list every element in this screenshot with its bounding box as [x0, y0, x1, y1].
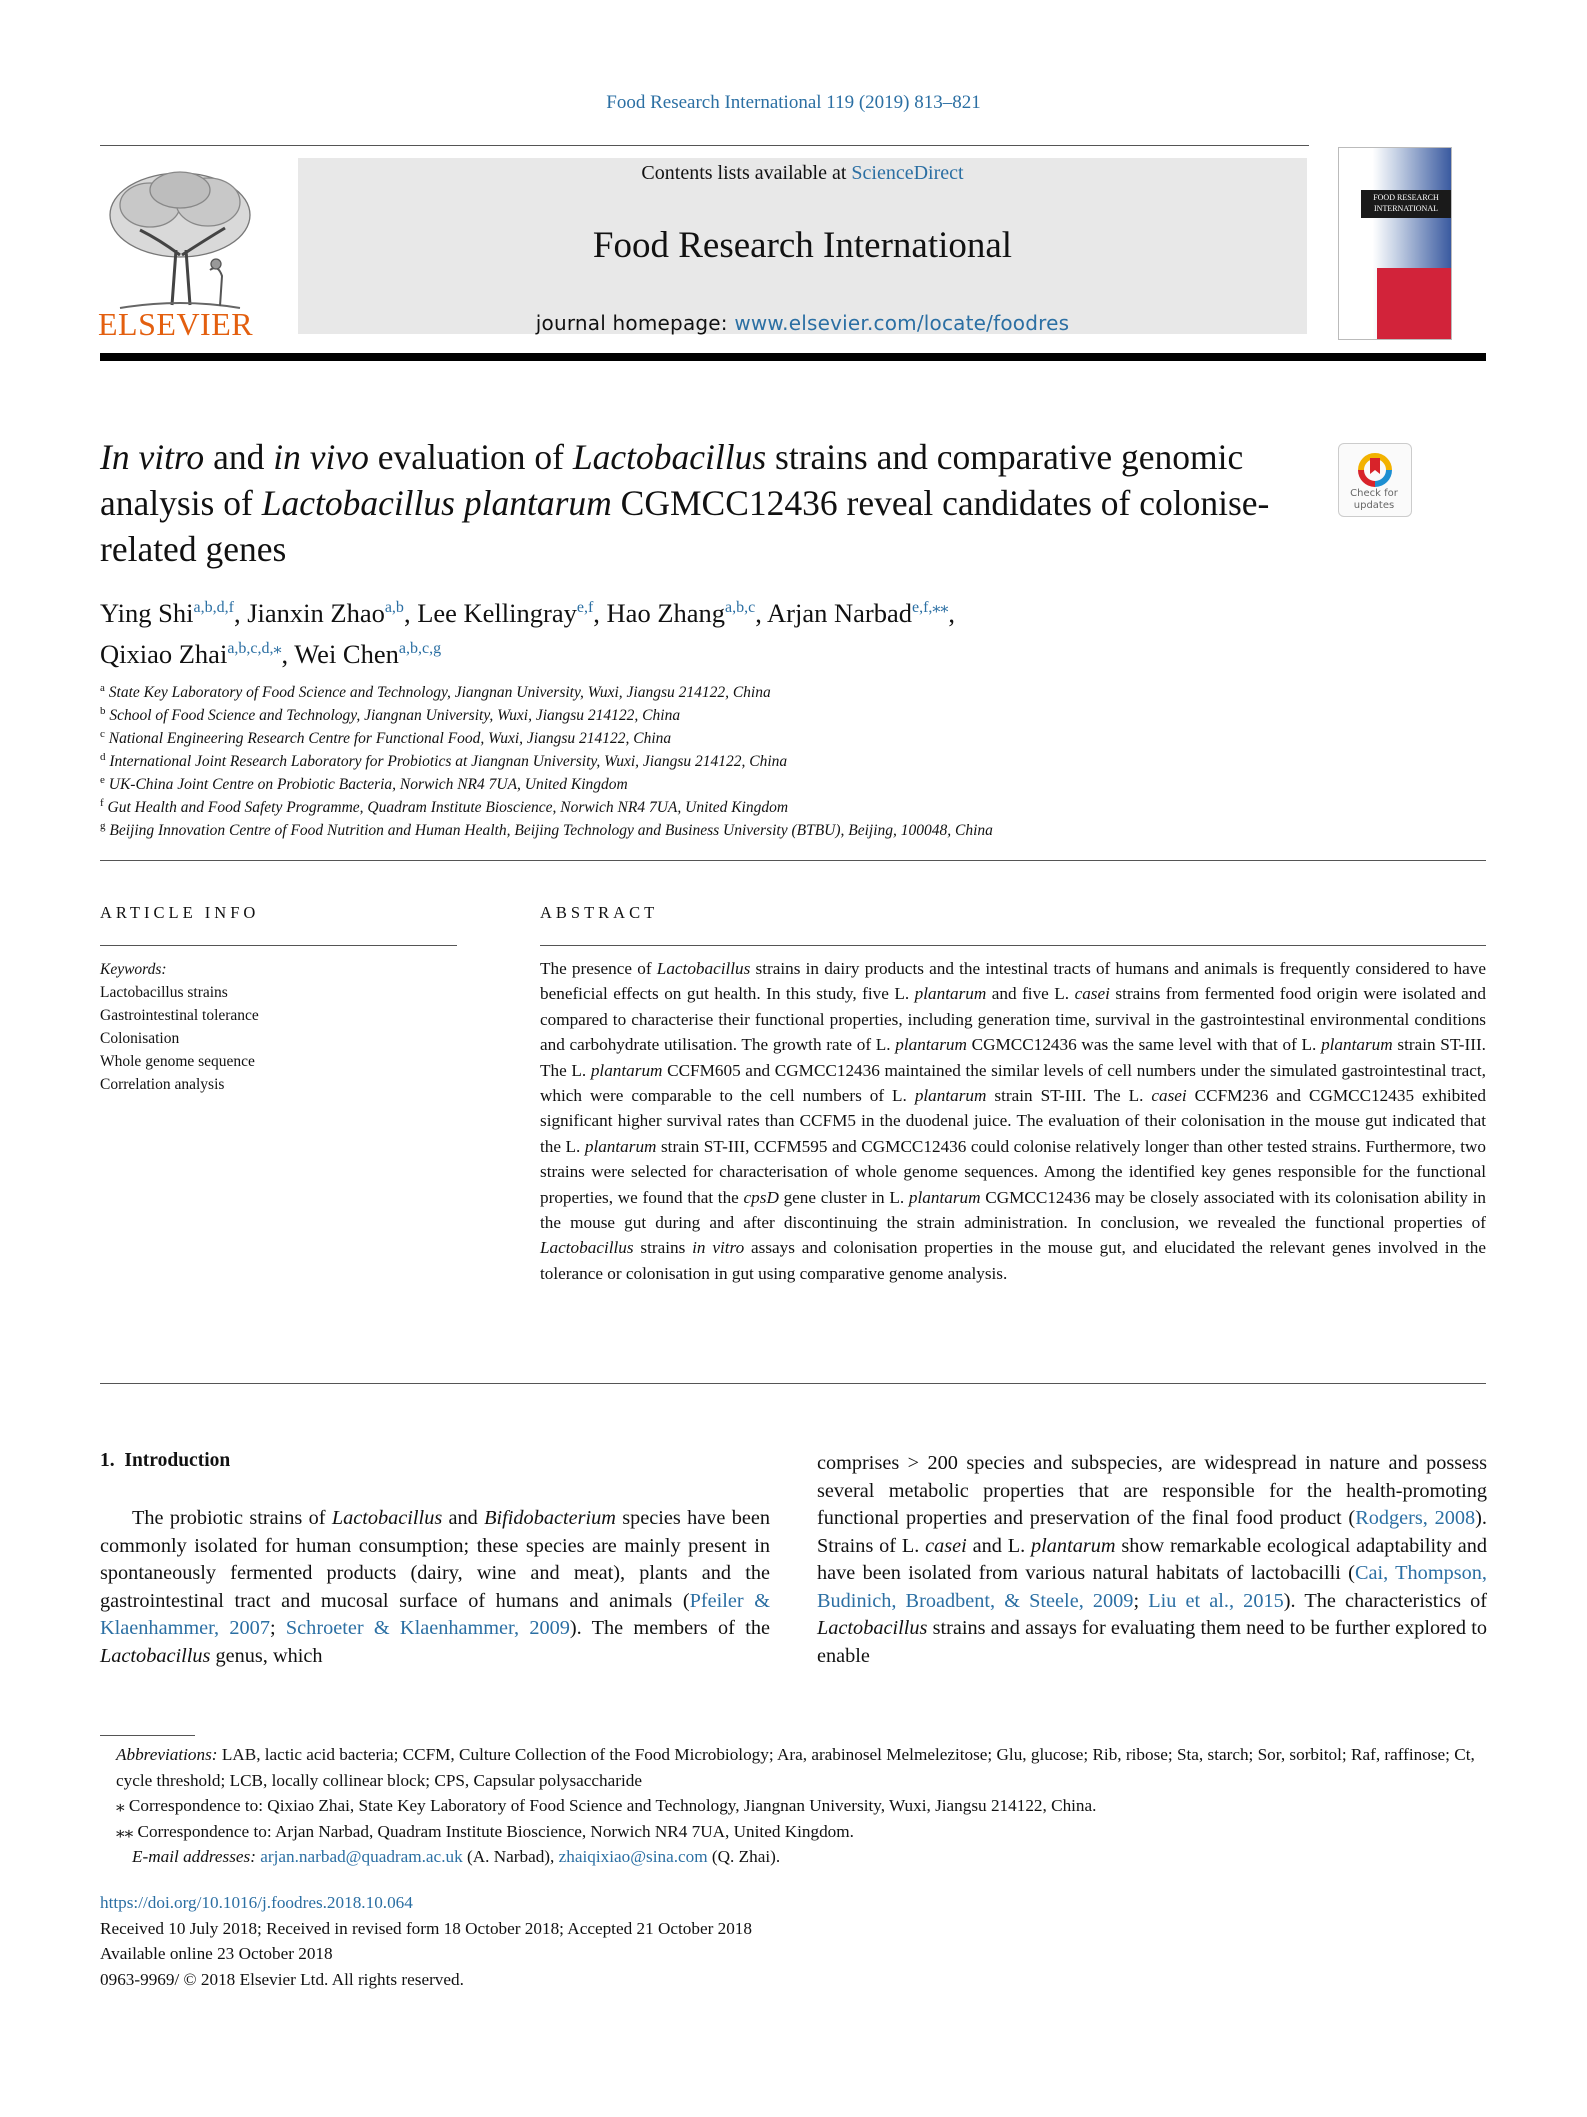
intro-segment: The probiotic strains of — [132, 1507, 332, 1529]
citation-link[interactable]: Schroeter & Klaenhammer, 2009 — [285, 1617, 570, 1639]
abstract-segment: assays and colonisation properties in the mouse gut, and elucidated the relevant genes involved in the tolerance or colonisation in gut using comparative genome analysis. — [540, 1238, 1486, 1283]
author-separator: , — [233, 597, 248, 628]
elsevier-wordmark: ELSEVIER — [98, 306, 254, 342]
title-part: in vivo — [273, 437, 369, 477]
intro-segment: Bifidobacterium — [484, 1507, 616, 1529]
affiliation-key: c — [100, 728, 105, 740]
author-name[interactable]: Wei Chen — [294, 638, 399, 669]
footnotes — [100, 1742, 1486, 1870]
keywords-label: Keywords: — [100, 961, 167, 978]
author-separator: , — [948, 597, 956, 628]
intro-segment: show remarkable ecological adaptability and have been isolated from various natural habitats of lactobacilli ( — [817, 1534, 1487, 1584]
intro-segment: Lactobacillus — [100, 1644, 211, 1667]
affiliation-text: Gut Health and Food Safety Programme, Quadram Institute Bioscience, Norwich NR4 7UA, United Kingdom — [107, 799, 789, 817]
intro-segment: ). The characteristics of — [1283, 1589, 1487, 1612]
email-footnote — [100, 1844, 1486, 1870]
correspondence-footnote-1: ⁎ Correspondence to: Qixiao Zhai, State Key Laboratory of Food Science and Technology, Jiangnan University, Wuxi, Jiangsu 214122, China. — [116, 1796, 1097, 1815]
intro-segment: ; — [1133, 1589, 1149, 1612]
article-info-rule — [100, 945, 457, 946]
cover-title-line2: INTERNATIONAL — [1374, 204, 1438, 213]
homepage-line — [298, 311, 1307, 335]
author-name[interactable]: Qixiao Zhai — [100, 638, 228, 669]
abstract-segment: casei — [1074, 984, 1110, 1004]
citation-link[interactable]: Pfeiler & Klaenhammer, 2007 — [100, 1589, 770, 1639]
footnote-rule — [100, 1735, 195, 1736]
doi-link[interactable]: https://doi.org/10.1016/j.foodres.2018.10.064 — [100, 1893, 413, 1912]
abstract-segment: casei — [1151, 1086, 1187, 1106]
top-rule — [100, 145, 1309, 146]
affiliation — [100, 797, 788, 817]
intro-segment: and L. — [966, 1534, 1032, 1557]
introduction-heading: 1. Introduction — [100, 1450, 231, 1471]
intro-segment: ; — [269, 1617, 286, 1639]
abstract-segment: CGMCC12436 was the same level with that of L. — [966, 1035, 1322, 1055]
affiliation — [100, 728, 671, 748]
title-part: and — [204, 437, 274, 477]
cover-title-band — [1361, 190, 1451, 218]
citation-link[interactable]: Rodgers, 2008 — [1355, 1507, 1476, 1529]
cover-red-block — [1377, 268, 1451, 339]
author-list — [100, 590, 1400, 672]
email-label: E-mail addresses: — [132, 1847, 256, 1866]
journal-cover-thumbnail[interactable] — [1338, 147, 1452, 340]
abstract-heading: ABSTRACT — [540, 903, 659, 922]
abstract-segment: strains — [633, 1238, 693, 1258]
affiliation-key: g — [100, 820, 106, 832]
journal-citation-link[interactable]: Food Research International 119 (2019) 813–821 — [606, 92, 981, 113]
abbreviations-label: Abbreviations: — [116, 1745, 218, 1764]
author-separator: , — [281, 638, 295, 669]
abstract-rule — [540, 945, 1486, 946]
keyword[interactable]: Gastrointestinal tolerance — [100, 1007, 259, 1024]
abstract-segment: strains from fermented food origin were isolated and compared to characterise their functional properties, including generation time, survival in the gastrointestinal environmental conditions and carbohydrate utilisation. The growth rate of L. — [540, 984, 1486, 1055]
intro-segment: genus, which — [210, 1644, 323, 1667]
author-affiliation-marks[interactable]: a,b,c,d,⁎ — [227, 639, 282, 657]
abstract-segment: gene cluster in L. — [778, 1187, 909, 1207]
received-dates: Received 10 July 2018; Received in revised form 18 October 2018; Accepted 21 October 2018 — [100, 1918, 752, 1938]
check-updates-label: Check for updates — [1350, 488, 1398, 511]
author-name[interactable]: Arjan Narbad — [767, 597, 912, 628]
abstract-segment: strain ST-III. The L. — [540, 1035, 1486, 1080]
abbreviations-text: LAB, lactic acid bacteria; CCFM, Culture Collection of the Food Microbiology; Ara, arabinosel Melmelezitose; Glu, glucose; Rib, ribose; Sta, starch; Sor, sorbitol; Raf, raffinose; Ct, cycle threshold; LCB, locally collinear block; CPS, Capsular polysaccharide — [116, 1745, 1475, 1790]
introduction-column-left — [100, 1505, 770, 1670]
affiliation-text: School of Food Science and Technology, Jiangnan University, Wuxi, Jiangsu 214122, China — [109, 707, 681, 725]
abstract-segment: strains in dairy products and the intestinal tracts of humans and animals is frequently considered to have beneficial effects on gut health. In this study, five L. — [540, 959, 1486, 1004]
copyright-line: 0963-9969/ © 2018 Elsevier Ltd. All rights reserved. — [100, 1969, 464, 1989]
affiliation-key: b — [100, 705, 106, 717]
author-separator: , — [755, 597, 768, 628]
correspondence-footnote-2: ⁎⁎ Correspondence to: Arjan Narbad, Quadram Institute Bioscience, Norwich NR4 7UA, United Kingdom. — [116, 1821, 854, 1841]
title-part: Lactobacillus — [572, 437, 767, 477]
author-name[interactable]: Ying Shi — [100, 597, 194, 628]
abstract-segment: in vitro — [692, 1238, 745, 1258]
article-info-heading: ARTICLE INFO — [100, 903, 260, 922]
abstract-body — [540, 956, 1486, 1286]
abstract-segment: plantarum — [914, 1086, 987, 1106]
author-affiliation-marks[interactable]: a,b,c,g — [398, 639, 442, 657]
check-updates-icon — [1339, 444, 1411, 488]
intro-segment: comprises > 200 species and subspecies, are widespread in nature and possess several metabolic properties that are responsible for the health-promoting functional properties and preservation of the final food product ( — [817, 1452, 1487, 1529]
affiliation-text: Beijing Innovation Centre of Food Nutrition and Human Health, Beijing Technology and Business University (BTBU), Beijing, 100048, China — [109, 822, 993, 840]
author-affiliation-marks[interactable]: a,b,c — [725, 599, 756, 616]
affiliation — [100, 705, 680, 725]
affiliation — [100, 820, 993, 840]
intro-segment: strains and assays for evaluating them need to be further explored to enable — [817, 1617, 1487, 1667]
affiliation — [100, 682, 771, 702]
email-owner: (A. Narbad), — [462, 1847, 559, 1866]
title-part: In vitro — [100, 437, 205, 477]
intro-segment: Lactobacillus — [331, 1507, 443, 1529]
abstract-segment: plantarum — [590, 1060, 663, 1080]
intro-segment: species have been commonly isolated for human consumption; these species are mainly present in spontaneously fermented products (dairy, wine and meat), plants and the gastrointestinal tract and mucosal surface of humans and animals ( — [100, 1507, 770, 1612]
introduction-column-right — [817, 1450, 1487, 1670]
abstract-segment: plantarum — [895, 1035, 967, 1055]
author-name[interactable]: Hao Zhang — [606, 597, 726, 628]
abstract-segment: strain ST-III. The L. — [986, 1086, 1152, 1106]
journal-title: Food Research International — [592, 225, 1013, 266]
title-part: strains and comparative genomic analysis of — [100, 437, 1244, 523]
abstract-segment: CCFM236 and CGMCC12435 exhibited significant higher survival rates than CCFM5 in the duodenal juice. The evaluation of their colonisation in the mouse gut indicated that the L. — [540, 1086, 1486, 1156]
keyword[interactable]: Whole genome sequence — [100, 1053, 255, 1070]
keyword[interactable]: Lactobacillus strains — [100, 984, 228, 1001]
abstract-segment: CCFM605 and CGMCC12436 maintained the similar levels of cell numbers under the simulated gastrointestinal tract, which were comparable to the cell numbers of L. — [540, 1060, 1486, 1106]
author-affiliation-marks[interactable]: e,f — [576, 599, 594, 616]
email-link-narbad[interactable]: arjan.narbad@quadram.ac.uk — [260, 1847, 463, 1866]
abstract-segment: plantarum — [1321, 1035, 1393, 1055]
citation-link[interactable]: Liu et al., 2015 — [1148, 1589, 1284, 1612]
author-separator: , — [403, 597, 418, 628]
affiliation-text: UK-China Joint Centre on Probiotic Bacteria, Norwich NR4 7UA, United Kingdom — [108, 776, 628, 794]
author-name[interactable]: Lee Kellingray — [417, 597, 577, 628]
title-part: CGMCC12436 reveal candidates of colonise-related genes — [100, 483, 1270, 569]
intro-segment: casei — [925, 1534, 967, 1557]
abstract-segment: plantarum — [914, 984, 987, 1004]
cover-title-line1: FOOD RESEARCH — [1373, 193, 1439, 202]
homepage-prefix: journal homepage: — [535, 311, 735, 335]
author-affiliation-marks[interactable]: a,b — [384, 599, 404, 616]
keyword[interactable]: Correlation analysis — [100, 1076, 225, 1093]
abstract-segment: strain ST-III, CCFM595 and CGMCC12436 could colonise relatively longer than other tested strains. Furthermore, two strains were selected for characterisation of whole genome sequences. Among the identified key genes responsible for the functional properties, we found that the — [540, 1136, 1486, 1207]
abbreviations-footnote — [100, 1742, 1486, 1793]
email-link-zhai[interactable]: zhaiqixiao@sina.com — [558, 1847, 708, 1866]
intro-segment: ). Strains of L. — [817, 1507, 1487, 1557]
available-online: Available online 23 October 2018 — [100, 1944, 333, 1963]
author-separator: , — [593, 597, 607, 628]
keywords-block — [100, 958, 440, 1096]
intro-segment: Lactobacillus — [817, 1617, 928, 1639]
abstract-segment: The presence of — [540, 959, 657, 978]
affiliations-rule — [100, 860, 1486, 861]
affiliation-text: National Engineering Research Centre for Functional Food, Wuxi, Jiangsu 214122, China — [108, 730, 672, 748]
author-affiliation-marks[interactable]: e,f,⁎⁎ — [911, 599, 949, 616]
affiliation — [100, 751, 787, 771]
sciencedirect-link[interactable]: ScienceDirect — [851, 162, 964, 184]
abstract-segment: cpsD — [743, 1187, 779, 1207]
title-part: Lactobacillus plantarum — [261, 483, 612, 523]
citation-link[interactable]: Cai, Thompson, Budinich, Broadbent, & Steele, 2009 — [817, 1562, 1487, 1612]
abstract-end-rule — [100, 1383, 1486, 1384]
header-thick-rule — [100, 353, 1486, 361]
contents-line — [298, 162, 1307, 185]
abstract-segment: Lactobacillus — [540, 1238, 634, 1258]
intro-segment: and — [442, 1507, 485, 1529]
article-title — [100, 434, 1330, 572]
affiliation — [100, 774, 628, 794]
keyword[interactable]: Colonisation — [100, 1030, 180, 1047]
abstract-segment: CGMCC12436 may be closely associated with its colonisation ability in the mouse gut during and after discontinuing the strain administration. In conclusion, we revealed the functional properties of — [540, 1187, 1486, 1233]
intro-segment: plantarum — [1031, 1534, 1116, 1557]
title-part: evaluation of — [368, 437, 573, 477]
publication-info — [100, 1890, 1100, 1992]
journal-citation[interactable] — [0, 92, 1587, 114]
intro-segment: ). The members of the — [569, 1617, 770, 1639]
affiliation-text: International Joint Research Laboratory for Probiotics at Jiangnan University, Wuxi, Jiangsu 214122, China — [109, 753, 788, 771]
affiliation-key: a — [100, 682, 105, 694]
affiliation-key: d — [100, 751, 106, 763]
abstract-segment: plantarum — [584, 1136, 657, 1156]
affiliation-key: e — [100, 774, 105, 786]
affiliation-key: f — [100, 797, 104, 809]
affiliation-text: State Key Laboratory of Food Science and Technology, Jiangnan University, Wuxi, Jiangsu 214122, China — [108, 684, 771, 702]
author-affiliation-marks[interactable]: a,b,d,f — [193, 599, 234, 616]
homepage-link[interactable]: www.elsevier.com/locate/foodres — [734, 311, 1070, 335]
abstract-segment: Lactobacillus — [656, 959, 751, 978]
abstract-segment: and five L. — [986, 984, 1075, 1004]
email-owner: (Q. Zhai). — [707, 1847, 781, 1866]
contents-prefix: Contents lists available at — [641, 162, 852, 184]
abstract-segment: plantarum — [908, 1187, 981, 1207]
author-name[interactable]: Jianxin Zhao — [247, 597, 385, 628]
